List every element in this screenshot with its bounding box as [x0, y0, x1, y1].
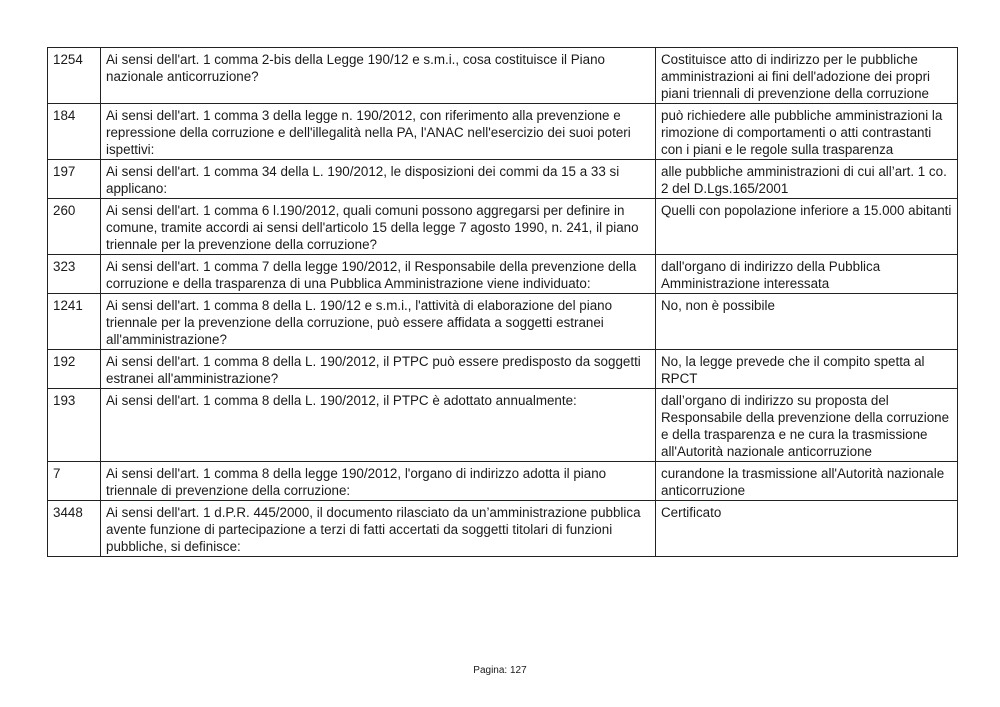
answer-text: Certificato [656, 501, 958, 557]
question-text: Ai sensi dell'art. 1 comma 34 della L. 190/2012, le disposizioni dei commi da 15 a 33 si applicano: [101, 160, 656, 199]
question-id: 192 [48, 350, 101, 389]
questions-table [47, 47, 958, 557]
table-row [48, 160, 958, 199]
page-number: Pagina: 127 [473, 665, 527, 676]
table-row [48, 48, 958, 104]
question-text: Ai sensi dell'art. 1 comma 7 della legge 190/2012, il Responsabile della prevenzione della corruzione e della trasparenza di una Pubblica Amministrazione viene individuato: [101, 255, 656, 294]
table-row [48, 462, 958, 501]
question-text: Ai sensi dell'art. 1 comma 8 della L. 190/2012, il PTPC è adottato annualmente: [101, 389, 656, 462]
question-text: Ai sensi dell'art. 1 comma 3 della legge n. 190/2012, con riferimento alla prevenzione e repressione della corruzione e dell'illegalità nella PA, l'ANAC nell'esercizio dei suoi poteri ispettivi: [101, 104, 656, 160]
question-id: 1241 [48, 294, 101, 350]
question-id: 193 [48, 389, 101, 462]
question-id: 1254 [48, 48, 101, 104]
answer-text: curandone la trasmissione all'Autorità nazionale anticorruzione [656, 462, 958, 501]
question-id: 184 [48, 104, 101, 160]
question-id: 7 [48, 462, 101, 501]
question-id: 197 [48, 160, 101, 199]
question-text: Ai sensi dell'art. 1 comma 6 l.190/2012, quali comuni possono aggregarsi per definire in comune, tramite accordi ai sensi dell'articolo 15 della legge 7 agosto 1990, n. 241, il piano triennale per la prevenzione della corruzione? [101, 199, 656, 255]
answer-text: può richiedere alle pubbliche amministrazioni la rimozione di comportamenti o atti contrastanti con i piani e le regole sulla trasparenza [656, 104, 958, 160]
question-id: 323 [48, 255, 101, 294]
answer-text: No, la legge prevede che il compito spetta al RPCT [656, 350, 958, 389]
answer-text: No, non è possibile [656, 294, 958, 350]
table-row [48, 501, 958, 557]
table-row [48, 255, 958, 294]
answer-text: alle pubbliche amministrazioni di cui all’art. 1 co. 2 del D.Lgs.165/2001 [656, 160, 958, 199]
question-id: 3448 [48, 501, 101, 557]
question-text: Ai sensi dell'art. 1 comma 8 della L. 190/12 e s.m.i., l'attività di elaborazione del piano triennale per la prevenzione della corruzione, può essere affidata a soggetti estranei all'amministrazione? [101, 294, 656, 350]
table-row [48, 199, 958, 255]
answer-text: Costituisce atto di indirizzo per le pubbliche amministrazioni ai fini dell'adozione dei propri piani triennali di prevenzione della corruzione [656, 48, 958, 104]
question-text: Ai sensi dell'art. 1 comma 8 della legge 190/2012, l'organo di indirizzo adotta il piano triennale di prevenzione della corruzione: [101, 462, 656, 501]
answer-text: Quelli con popolazione inferiore a 15.000 abitanti [656, 199, 958, 255]
question-id: 260 [48, 199, 101, 255]
answer-text: dall'organo di indirizzo della Pubblica Amministrazione interessata [656, 255, 958, 294]
table-row [48, 350, 958, 389]
table-row [48, 294, 958, 350]
answer-text: dall’organo di indirizzo su proposta del Responsabile della prevenzione della corruzione e della trasparenza e ne cura la trasmissione all'Autorità nazionale anticorruzione [656, 389, 958, 462]
question-text: Ai sensi dell'art. 1 comma 2-bis della Legge 190/12 e s.m.i., cosa costituisce il Piano nazionale anticorruzione? [101, 48, 656, 104]
table-row [48, 104, 958, 160]
question-text: Ai sensi dell'art. 1 comma 8 della L. 190/2012, il PTPC può essere predisposto da soggetti estranei all'amministrazione? [101, 350, 656, 389]
table-row [48, 389, 958, 462]
question-text: Ai sensi dell'art. 1 d.P.R. 445/2000, il documento rilasciato da un’amministrazione pubblica avente funzione di partecipazione a terzi di fatti accertati da soggetti titolari di funzioni pubbliche, si definisce: [101, 501, 656, 557]
